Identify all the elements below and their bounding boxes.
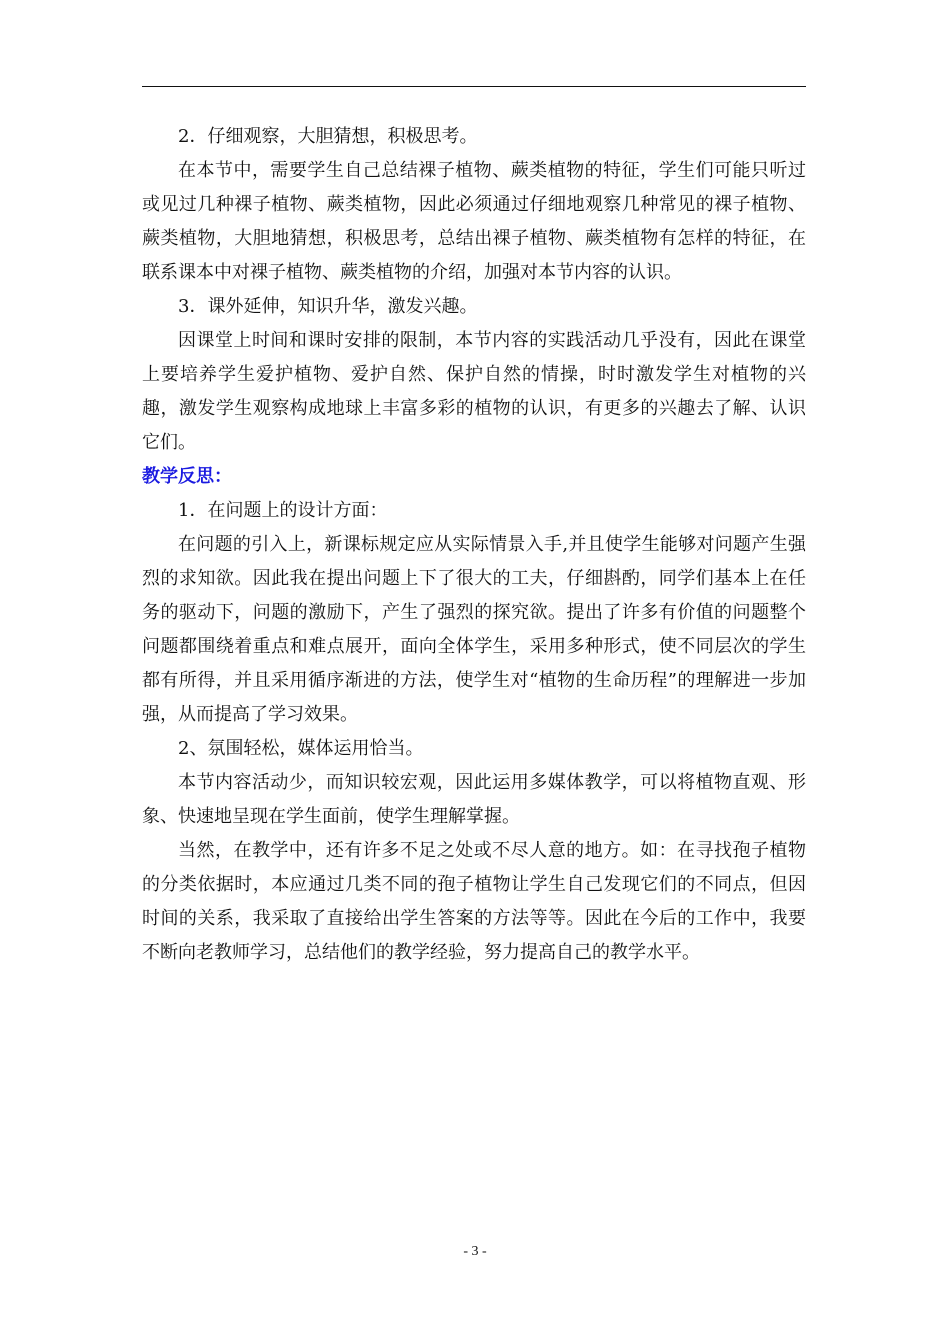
paragraph: 当然，在教学中，还有许多不足之处或不尽人意的地方。如：在寻找孢子植物的分类依据时，本应通过几类不同的孢子植物让学生自己发现它们的不同点，但因时间的关系，我采取了直接给出学生答案的方法等等。因此在今后的工作中，我要不断向老教师学习，总结他们的教学经验，努力提高自己的教学水平。 — [142, 840, 806, 963]
paragraph: 3．课外延伸，知识升华，激发兴趣。 — [178, 296, 478, 317]
paragraph: 因课堂上时间和课时安排的限制，本节内容的实践活动几乎没有，因此在课堂上要培养学生爱护植物、爱护自然、保护自然的情操，时时激发学生对植物的兴趣，激发学生观察构成地球上丰富多彩的植物的认识，有更多的兴趣去了解、认识它们。 — [142, 330, 806, 453]
page-number: - 3 - — [463, 1244, 487, 1259]
paragraph: 2、氛围轻松，媒体运用恰当。 — [178, 738, 424, 759]
paragraph: 在本节中，需要学生自己总结裸子植物、蕨类植物的特征，学生们可能只听过或见过几种裸子植物、蕨类植物，因此必须通过仔细地观察几种常见的裸子植物、蕨类植物，大胆地猜想，积极思考，总结出裸子植物、蕨类植物有怎样的特征，在联系课本中对裸子植物、蕨类植物的介绍，加强对本节内容的认识。 — [142, 160, 806, 283]
paragraph: 2．仔细观察，大胆猜想，积极思考。 — [178, 126, 478, 147]
paragraph: 本节内容活动少，而知识较宏观，因此运用多媒体教学，可以将植物直观、形象、快速地呈现在学生面前，使学生理解掌握。 — [142, 772, 806, 827]
paragraph: 1．在问题上的设计方面： — [178, 500, 388, 521]
document-body — [142, 120, 806, 970]
section-heading: 教学反思： — [142, 466, 232, 487]
header-rule — [142, 86, 806, 87]
paragraph: 在问题的引入上，新课标规定应从实际情景入手,并且使学生能够对问题产生强烈的求知欲。因此我在提出问题上下了很大的工夫，仔细斟酌，同学们基本上在任务的驱动下，问题的激励下，产生了强烈的探究欲。提出了许多有价值的问题整个问题都围绕着重点和难点展开，面向全体学生，采用多种形式，使不同层次的学生都有所得，并且采用循序渐进的方法，使学生对“植物的生命历程”的理解进一步加强，从而提高了学习效果。 — [142, 534, 806, 725]
